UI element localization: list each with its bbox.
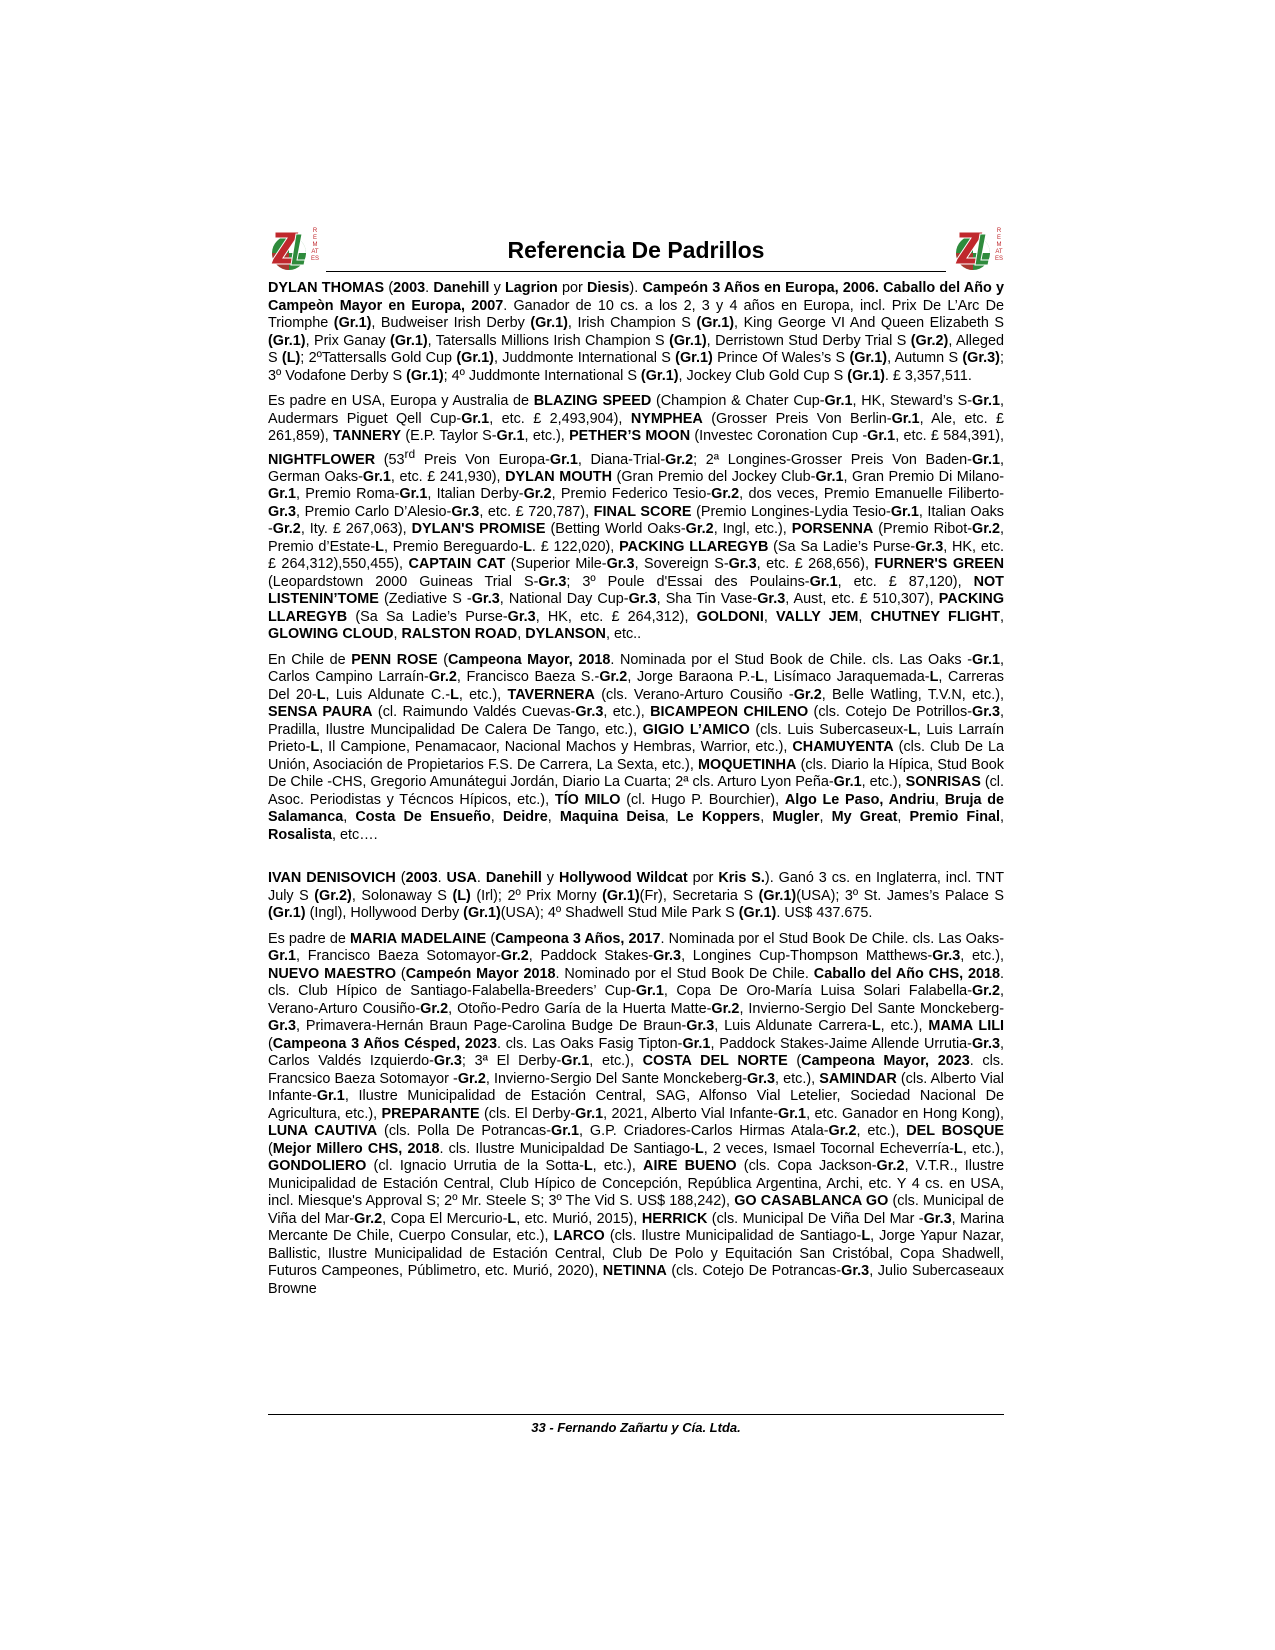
page — [268, 225, 1004, 1306]
logo-text: REMATES — [311, 228, 320, 262]
paragraph-ivan-denisovich-progeny: Es padre de MARIA MADELAINE (Campeona 3 Años, 2017. Nominada por el Stud Book De Chile. cls. Las Oaks-Gr.1, Francisco Baeza Sotomayor-Gr.2, Paddock Stakes-Gr.3, Longines Cup-Thompson Matthews-Gr.3, etc.), NUEVO MAESTRO (Campeón Mayor 2018. Nominado por el Stud Book De Chile. Caballo del Año CHS, 2018. cls. Club Hípico de Santiago-Falabella-Breeders’ Cup-Gr.1, Copa De Oro-María Luisa Solari Falabella-Gr.2, Verano-Arturo Cousiño-Gr.2, Otoño-Pedro Garía de la Huerta Matte-Gr.2, Invierno-Sergio Del Sante Monckeberg-Gr.3, Primavera-Hernán Braun Page-Carolina Budge De Braun-Gr.3, Luis Aldunate Carrera-L, etc.), MAMA LILI (Campeona 3 Años Césped, 2023. cls. Las Oaks Fasig Tipton-Gr.1, Paddock Stakes-Jaime Allende Urrutia-Gr.3, Carlos Valdés Izquierdo-Gr.3; 3ª El Derby-Gr.1, etc.), COSTA DEL NORTE (Campeona Mayor, 2023. cls. Francsico Baeza Sotomayor -Gr.2, Invierno-Sergio Del Sante Monckeberg-Gr.3, etc.), SAMINDAR (cls. Alberto Vial Infante-Gr.1, Ilustre Municipalidad de Estación Central, SAG, Alfonso Vial Letelier, Sociedad Nacional De Agricultura, etc.), PREPARANTE (cls. El Derby-Gr.1, 2021, Alberto Vial Infante-Gr.1, etc. Ganador en Hong Kong), LUNA CAUTIVA (cls. Polla De Potrancas-Gr.1, G.P. Criadores-Carlos Hirmas Atala-Gr.2, etc.), DEL BOSQUE (Mejor Millero CHS, 2018. cls. Ilustre Municipaldad De Santiago-L, 2 veces, Ismael Tocornal Echeverría-L, etc.), GONDOLIERO (cl. Ignacio Urrutia de la Sotta-L, etc.), AIRE BUENO (cls. Copa Jackson-Gr.2, V.T.R., Ilustre Municipalidad de Estación Central, Club Hípico de Concepción, República Argentina, Archi, etc. Y 4 cs. en USA, incl. Miesque's Approval S; 2º Mr. Steele S; 3º The Vid S. US$ 188,242), GO CASABLANCA GO (cls. Municipal de Viña del Mar-Gr.2, Copa El Mercurio-L, etc. Murió, 2015), HERRICK (cls. Municipal De Viña Del Mar -Gr.3, Marina Mercante De Chile, Cuerpo Consular, etc.), LARCO (cls. Ilustre Municipalidad de Santiago-L, Jorge Yapur Nazar, Ballistic, Ilustre Municipalidad de Estación Central, Club De Polo y Equitación San Cristóbal, Copa Shadwell, Futuros Campeones, Públimetro, etc. Murió, 2020), NETINNA (cls. Cotejo De Potrancas-Gr.3, Julio Subercaseaux Browne — [268, 930, 1005, 1297]
document-body — [268, 280, 1004, 1298]
paragraph-dylan-thomas-profile: DYLAN THOMAS (2003. Danehill y Lagrion por Diesis). Campeón 3 Años en Europa, 2006. Caballo del Año y Campeòn Mayor en Europa, 2007. Ganador de 10 cs. a los 2, 3 y 4 años en Europa, incl. Prix De L’Arc De Triomphe (Gr.1), Budweiser Irish Derby (Gr.1), Irish Champion S (Gr.1), King George VI And Queen Elizabeth S (Gr.1), Prix Ganay (Gr.1), Tatersalls Millions Irish Champion S (Gr.1), Derristown Stud Derby Trial S (Gr.2), Alleged S (L); 2ºTattersalls Gold Cup (Gr.1), Juddmonte International S (Gr.1) Prince Of Wales’s S (Gr.1), Autumn S (Gr.3); 3º Vodafone Derby S (Gr.1); 4º Juddmonte International S (Gr.1), Jockey Club Gold Cup S (Gr.1). £ 3,357,511. — [268, 280, 1005, 384]
zl-logo-icon — [269, 228, 309, 273]
zl-logo-icon — [953, 228, 993, 273]
paragraph-dylan-thomas-chile-progeny: En Chile de PENN ROSE (Campeona Mayor, 2018. Nominada por el Stud Book de Chile. cls. Las Oaks -Gr.1, Carlos Campino Larraín-Gr.2, Francisco Baeza S.-Gr.2, Jorge Baraona P.-L, Lisímaco Jaraquemada-L, Carreras Del 20-L, Luis Aldunate C.-L, etc.), TAVERNERA (cls. Verano-Arturo Cousiño -Gr.2, Belle Watling, T.V.N, etc.), SENSA PAURA (cl. Raimundo Valdés Cuevas-Gr.3, etc.), BICAMPEON CHILENO (cls. Cotejo De Potrillos-Gr.3, Pradilla, Ilustre Muncipalidad De Calera De Tango, etc.), GIGIO L’AMICO (cls. Luis Subercaseux-L, Luis Larraín Prieto-L, Il Campione, Penamacaor, Nacional Machos y Hembras, Warrior, etc.), CHAMUYENTA (cls. Club De La Unión, Asociación de Propietarios F.S. De Carrera, La Sexta, etc.), MOQUETINHA (cls. Diario la Hípica, Stud Book De Chile -CHS, Gregorio Amunátegui Jordán, Diario La Cuarta; 2ª cls. Arturo Lyon Peña-Gr.1, etc.), SONRISAS (cl. Asoc. Periodistas y Técncos Hípicos, etc.), TÍO MILO (cl. Hugo P. Bourchier), Algo Le Paso, Andriu, Bruja de Salamanca, Costa De Ensueño, Deidre, Maquina Deisa, Le Koppers, Mugler, My Great, Premio Final, Rosalista, etc…. — [268, 651, 1005, 843]
page-header — [268, 225, 1004, 275]
zl-remates-logo-left — [269, 228, 319, 273]
page-title: Referencia De Padrillos — [326, 229, 946, 272]
page-footer — [268, 1414, 1004, 1435]
paragraph-ivan-denisovich-profile: IVAN DENISOVICH (2003. USA. Danehill y Hollywood Wildcat por Kris S.). Ganó 3 cs. en Inglaterra, incl. TNT July S (Gr.2), Solonaway S (L) (Irl); 2º Prix Morny (Gr.1)(Fr), Secretaria S (Gr.1)(USA); 3º St. James’s Palace S (Gr.1) (Ingl), Hollywood Derby (Gr.1)(USA); 4º Shadwell Stud Mile Park S (Gr.1). US$ 437.675. — [268, 870, 1005, 922]
paragraph-dylan-thomas-international-progeny: Es padre en USA, Europa y Australia de BLAZING SPEED (Champion & Chater Cup-Gr.1, HK, Steward’s S-Gr.1, Audermars Piguet Qell Cup-Gr.1, etc. £ 2,493,904), NYMPHEA (Grosser Preis Von Berlin-Gr.1, Ale, etc. £ 261,859), TANNERY (E.P. Taylor S-Gr.1, etc.), PETHER’S MOON (Investec Coronation Cup -Gr.1, etc. £ 584,391), NIGHTFLOWER (53rd Preis Von Europa-Gr.1, Diana-Trial-Gr.2; 2ª Longines-Grosser Preis Von Baden-Gr.1, German Oaks-Gr.1, etc. £ 241,930), DYLAN MOUTH (Gran Premio del Jockey Club-Gr.1, Gran Premio Di Milano-Gr.1, Premio Roma-Gr.1, Italian Derby-Gr.2, Premio Federico Tesio-Gr.2, dos veces, Premio Emanuelle Filiberto-Gr.3, Premio Carlo D’Alesio-Gr.3, etc. £ 720,787), FINAL SCORE (Premio Longines-Lydia Tesio-Gr.1, Italian Oaks -Gr.2, Ity. £ 267,063), DYLAN'S PROMISE (Betting World Oaks-Gr.2, Ingl, etc.), PORSENNA (Premio Ribot-Gr.2, Premio d’Estate-L, Premio Bereguardo-L. £ 122,020), PACKING LLAREGYB (Sa Sa Ladie’s Purse-Gr.3, HK, etc. £ 264,312),550,455), CAPTAIN CAT (Superior Mile-Gr.3, Sovereign S-Gr.3, etc. £ 268,656), FURNER'S GREEN (Leopardstown 2000 Guineas Trial S-Gr.3; 3º Poule d'Essai des Poulains-Gr.1, etc. £ 87,120), NOT LISTENIN’TOME (Zediative S -Gr.3, National Day Cup-Gr.3, Sha Tin Vase-Gr.3, Aust, etc. £ 510,307), PACKING LLAREGYB (Sa Sa Ladie’s Purse-Gr.3, HK, etc. £ 264,312), GOLDONI, VALLY JEM, CHUTNEY FLIGHT, GLOWING CLOUD, RALSTON ROAD, DYLANSON, etc.. — [268, 393, 1005, 643]
zl-remates-logo-right — [953, 228, 1003, 273]
logo-text: REMATES — [995, 228, 1004, 262]
footer-text: 33 - Fernando Zañartu y Cía. Ltda. — [531, 1420, 741, 1435]
